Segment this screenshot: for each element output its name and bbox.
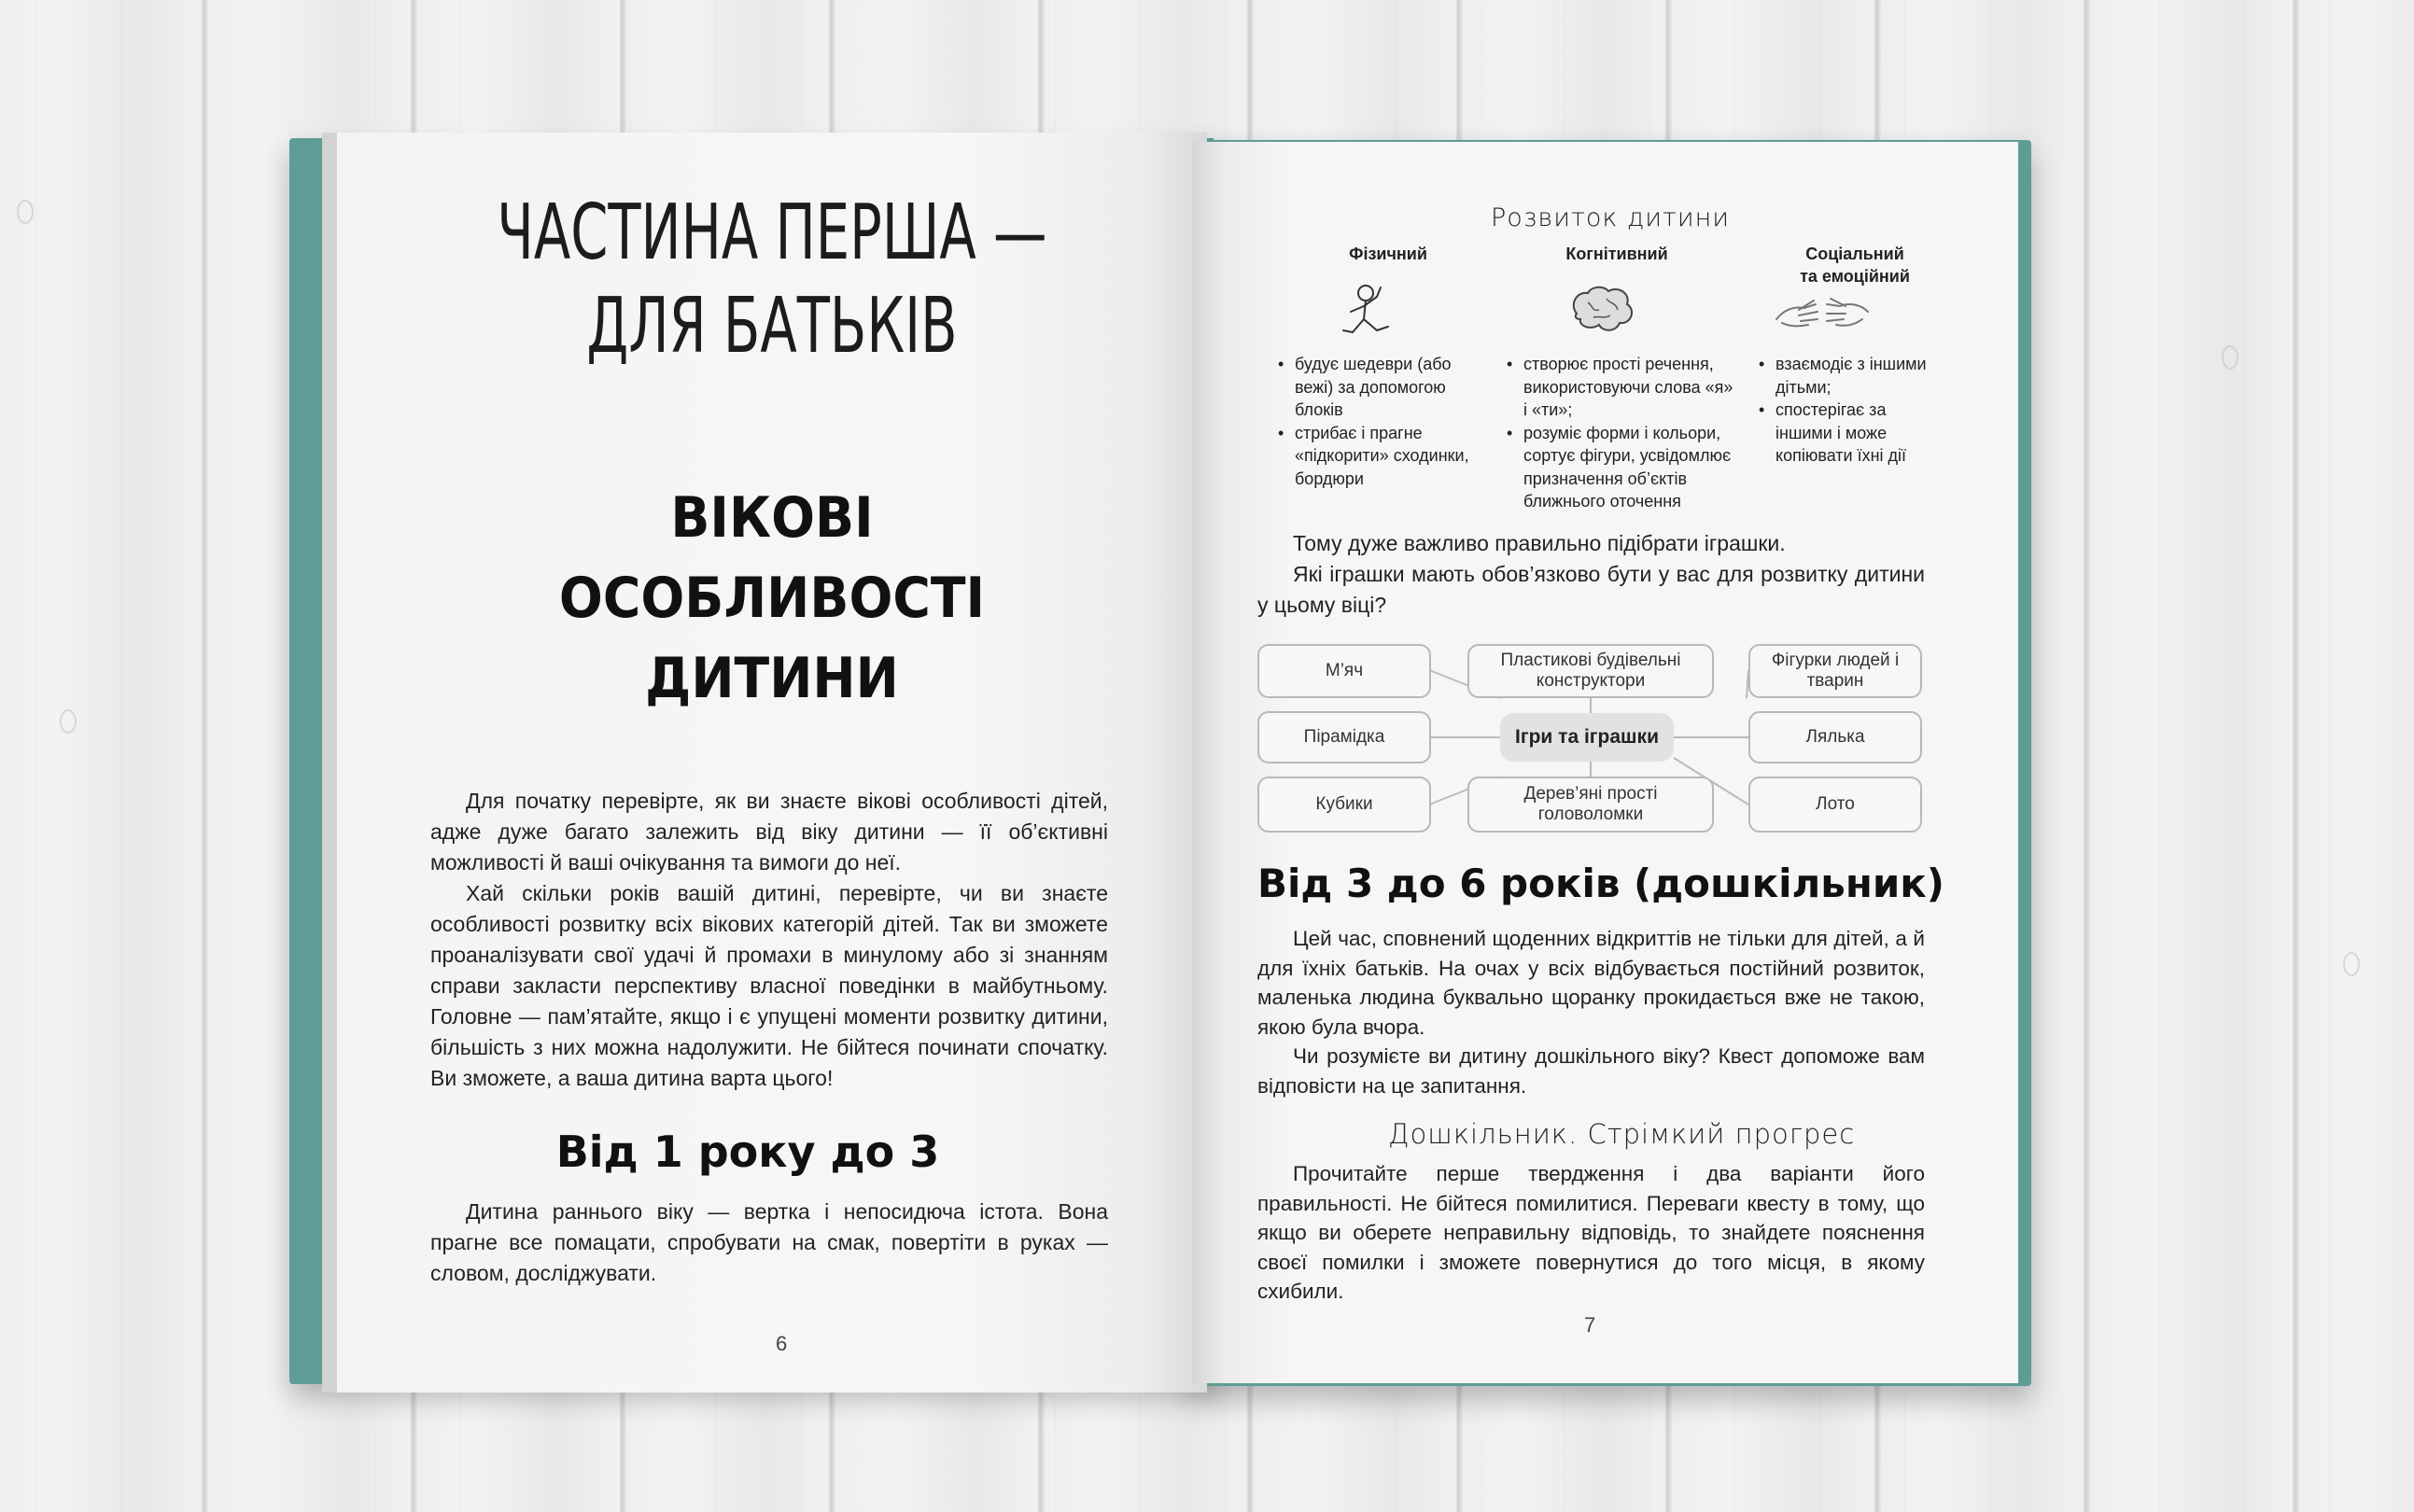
section-heading-3-6: Від 3 до 6 років (дошкільник) xyxy=(1257,861,1945,906)
wood-knot xyxy=(2222,345,2239,370)
left-page xyxy=(322,133,1207,1393)
quest-text xyxy=(1257,1159,1925,1307)
wood-knot xyxy=(60,709,77,734)
toy-node: Пірамідка xyxy=(1257,711,1431,763)
toy-node: Лото xyxy=(1748,777,1922,833)
toy-node: Лялька xyxy=(1748,711,1922,763)
intro-paragraph-1: Для початку перевірте, як ви знаєте вікові особливості дітей, адже дуже багато залежить від віку дитини — її об’єктивні можливості й ваші очікування та вимоги до неї. xyxy=(430,789,1108,875)
part-title-line1: ЧАСТИНА ПЕРША — xyxy=(497,189,1047,277)
section-paragraph-2: Чи розумієте ви дитину дошкільного віку? Квест допоможе вам відповісти на це запитання. xyxy=(1257,1044,1925,1098)
list-item: • створює прості речення, використовуючи слова «я» і «ти»; xyxy=(1505,353,1738,422)
toys-intro-2: Які іграшки мають обов’язково бути у вас для розвитку дитини у цьому віці? xyxy=(1257,562,1925,617)
list-item: • взаємодіє з іншими дітьми; xyxy=(1757,353,1944,399)
part-title-line2: ДЛЯ БАТЬКІВ xyxy=(586,282,958,371)
toy-node: Пластикові будівельні конструктори xyxy=(1467,644,1714,698)
list-item: • будує шедеври (або вежі) за допомогою блоків xyxy=(1276,353,1486,422)
list-item: • спостерігає за іншими і може копіювати їхні дії xyxy=(1757,399,1944,468)
quest-paragraph: Прочитайте перше твердження і два варіанти його правильності. Не бійтеся помилитися. Переваги квесту в тому, що якщо ви оберете неправильну відповідь, то знайдете пояснення своєї помилки і зможете повернутися до того місця, в якому схибили. xyxy=(1257,1162,1925,1303)
column-head-cognitive: Когнітивний xyxy=(1565,245,1668,263)
toy-node: Фігурки людей і тварин xyxy=(1748,644,1922,698)
intro-paragraph-2: Хай скільки років вашій дитині, перевірте, чи ви знаєте особливості розвитку всіх вікових категорій дітей. Так ви зможете проаналізувати свої удачі й промахи в минулому або зі знанням справи закласти перспективу власної поведінки в майбутньому. Головне — пам’ятайте, якщо і є упущені моменти розвитку дитини, більшість з них можна надолужити. Не бійтеся починати спочатку. Ви зможете, а ваша дитина варта цього! xyxy=(430,881,1108,1090)
section-paragraph: Дитина раннього віку — вертка і непосидюча істота. Вона прагне все помацати, спробувати на смак, повертіти в руках — словом, досліджувати. xyxy=(430,1199,1108,1285)
section-paragraph-1: Цей час, сповнений щоденних відкриттів не тільки для дітей, а й для їхніх батьків. На очах у всіх відбувається постійний розвиток, маленька людина буквально щоранку прокидається вже не такою, якою була вчора. xyxy=(1257,927,1925,1039)
toy-node: М’яч xyxy=(1257,644,1431,698)
section-text-3-6 xyxy=(1257,924,1925,1100)
list-item: • розуміє форми і кольори, сортує фігури, усвідомлює призначення об’єктів ближнього оточення xyxy=(1505,422,1738,513)
quest-title: Дошкільник. Стрімкий прогрес xyxy=(1388,1118,1856,1150)
chapter-title-line1: ВІКОВІ xyxy=(670,485,874,551)
chapter-title-line2: ОСОБЛИВОСТІ xyxy=(558,566,986,631)
column-head-physical: Фізичний xyxy=(1349,245,1427,263)
section-heading-1-3: Від 1 року до 3 xyxy=(555,1127,940,1177)
development-title: Розвиток дитини xyxy=(1491,203,1731,232)
list-item: • стрибає і прагне «підкорити» сходинки, бордюри xyxy=(1276,422,1486,491)
intro-text xyxy=(430,786,1108,1094)
column-head-social-text: Соціальний та емоційний xyxy=(1800,245,1910,286)
page-number-left: 6 xyxy=(776,1332,788,1355)
wood-knot xyxy=(2343,952,2360,976)
wood-knot xyxy=(17,200,34,224)
toy-node: Дерев’яні прості головоломки xyxy=(1467,777,1714,833)
right-page xyxy=(1192,142,2018,1383)
section-text-1-3 xyxy=(430,1197,1108,1289)
page-number-right: 7 xyxy=(1584,1313,1596,1337)
toys-intro-1: Тому дуже важливо правильно підібрати іграшки. xyxy=(1293,531,1786,555)
diagram-center: Ігри та іграшки xyxy=(1500,713,1674,762)
chapter-title-line3: ДИТИНИ xyxy=(645,646,899,711)
toy-node: Кубики xyxy=(1257,777,1431,833)
